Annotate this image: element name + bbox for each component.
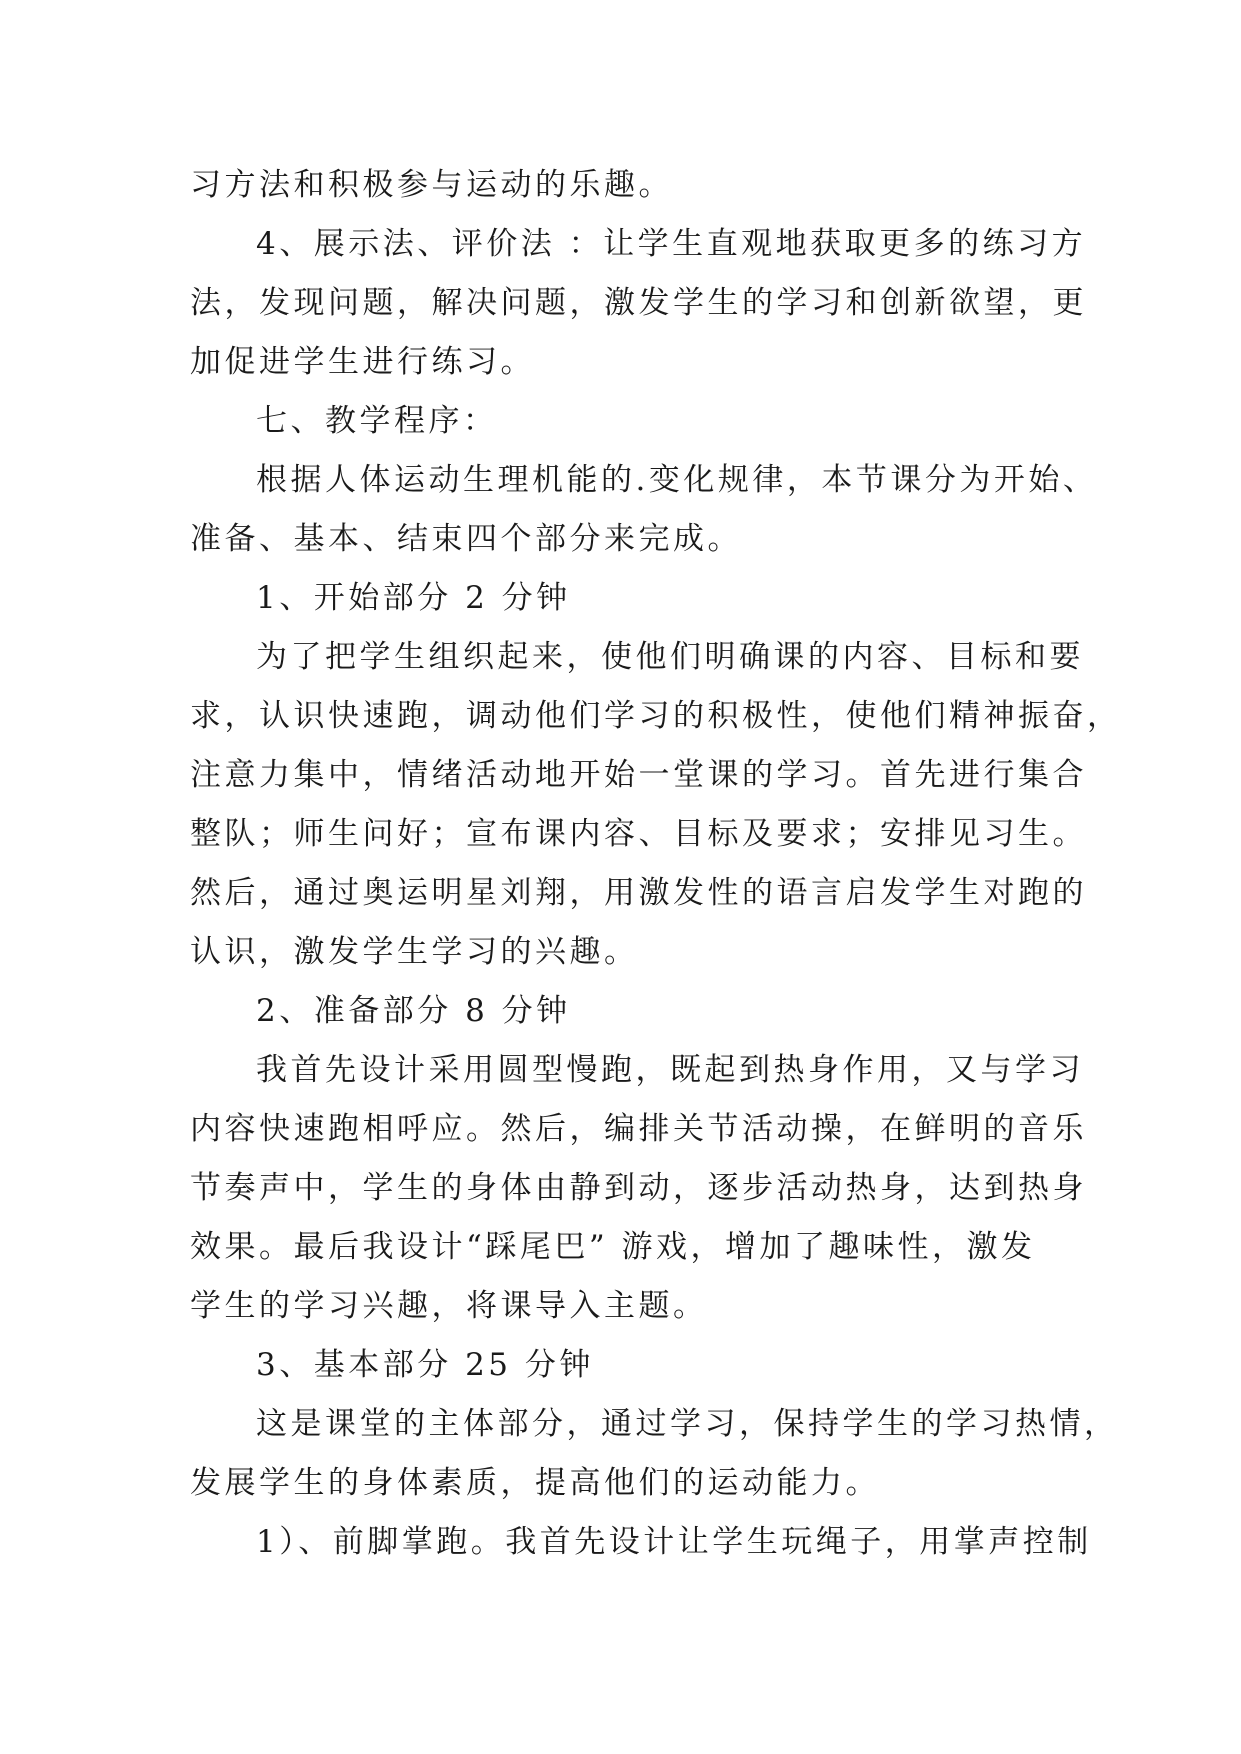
text-line: 根据人体运动生理机能的.变化规律，本节课分为开始、 [256, 462, 1098, 498]
text-line: 发展学生的身体素质，提高他们的运动能力。 [190, 1465, 880, 1501]
subsection-heading: 3、基本部分 25 分钟 [256, 1347, 594, 1383]
text-line: 节奏声中，学生的身体由静到动，逐步活动热身，达到热身 [190, 1170, 1087, 1206]
text-line: 学生的学习兴趣，将课导入主题。 [190, 1288, 708, 1324]
text-line: 4、展示法、评价法 ：让学生直观地获取更多的练习方 [256, 226, 1087, 262]
text-line: 求，认识快速跑，调动他们学习的积极性，使他们精神振奋， [190, 698, 1122, 734]
text-line: 我首先设计采用圆型慢跑，既起到热身作用，又与学习 [256, 1052, 1084, 1088]
subsection-heading: 2、准备部分 8 分钟 [256, 993, 571, 1029]
text-line: 准备、基本、结束四个部分来完成。 [190, 521, 742, 557]
text-line: 法，发现问题，解决问题，激发学生的学习和创新欲望，更 [190, 285, 1087, 321]
text-line: 效果。最后我设计“踩尾巴” 游戏，增加了趣味性，激发 [190, 1229, 1036, 1265]
subsection-heading: 1、开始部分 2 分钟 [256, 580, 571, 616]
text-line: 内容快速跑相呼应。然后，编排关节活动操，在鲜明的音乐 [190, 1111, 1087, 1147]
text-line: 加促进学生进行练习。 [190, 344, 535, 380]
section-heading: 七、教学程序： [256, 403, 498, 439]
text-line: 为了把学生组织起来，使他们明确课的内容、目标和要 [256, 639, 1084, 675]
text-line: 这是课堂的主体部分，通过学习，保持学生的学习热情， [256, 1406, 1119, 1442]
text-line: 认识，激发学生学习的兴趣。 [190, 934, 639, 970]
text-line: 习方法和积极参与运动的乐趣。 [190, 167, 673, 203]
text-line: 1）、前脚掌跑。我首先设计让学生玩绳子，用掌声控制 [256, 1524, 1092, 1560]
text-line: 注意力集中，情绪活动地开始一堂课的学习。首先进行集合 [190, 757, 1087, 793]
text-line: 然后，通过奥运明星刘翔，用激发性的语言启发学生对跑的 [190, 875, 1087, 911]
text-line: 整队；师生问好；宣布课内容、目标及要求；安排见习生。 [190, 816, 1087, 852]
